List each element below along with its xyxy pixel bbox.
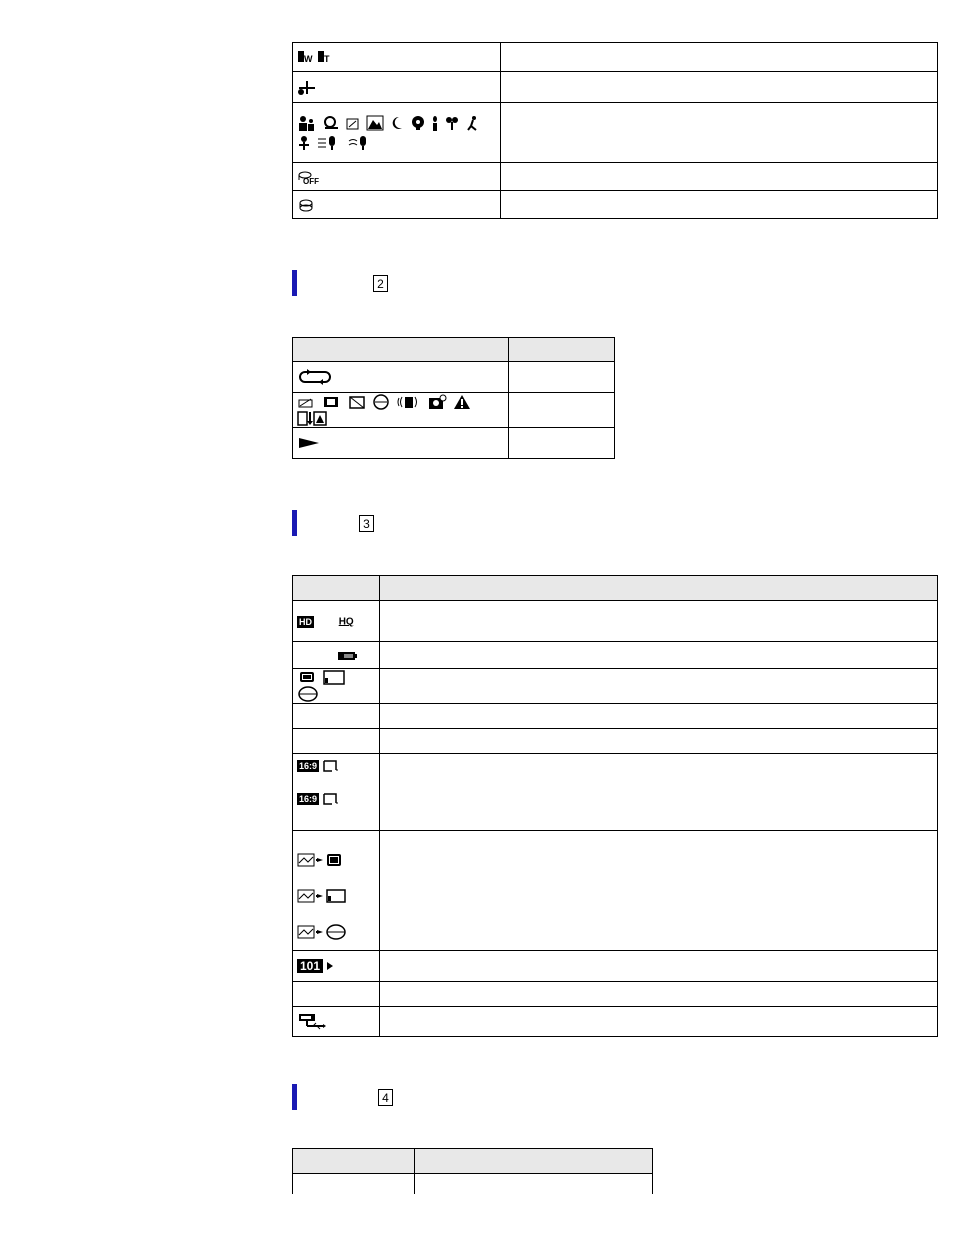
table-cell xyxy=(293,43,501,72)
table-cell xyxy=(380,831,938,951)
memory-warning-icon xyxy=(321,394,341,410)
play-icon xyxy=(297,436,321,450)
table-row xyxy=(293,72,938,103)
table-cell xyxy=(293,601,380,642)
table-cell xyxy=(380,729,938,754)
table-cell xyxy=(509,428,615,459)
table-cell xyxy=(293,1007,380,1037)
play-small-icon xyxy=(326,961,334,971)
table-header xyxy=(380,576,938,601)
indicator-table-4 xyxy=(292,1148,653,1194)
table-row xyxy=(293,163,938,191)
disc-warning-icon xyxy=(372,394,390,410)
table-cell xyxy=(380,982,938,1007)
night-scene-icon xyxy=(390,115,404,131)
table-row xyxy=(293,951,938,982)
table-header xyxy=(293,1149,415,1174)
table-cell xyxy=(380,951,938,982)
svg-text:OFF: OFF xyxy=(303,176,319,185)
table-cell xyxy=(380,704,938,729)
internal-memory-icon xyxy=(297,669,317,685)
table-cell xyxy=(293,191,501,219)
table-cell xyxy=(293,428,509,459)
table-cell xyxy=(293,982,380,1007)
section-bar xyxy=(292,510,297,536)
section-number: 3 xyxy=(359,515,374,532)
copy-to-memory-card-icon xyxy=(297,887,351,905)
table-row xyxy=(293,103,938,163)
table-cell xyxy=(501,43,938,72)
table-cell xyxy=(293,669,380,704)
repeat-icon xyxy=(297,368,333,386)
table-header-row xyxy=(293,576,938,601)
aspect-row-1 xyxy=(297,758,375,773)
table-cell xyxy=(415,1174,653,1194)
table-row xyxy=(293,601,938,642)
aspect-ratio-badge: 16:9 xyxy=(299,760,318,771)
svg-text:T: T xyxy=(324,54,330,65)
table-row xyxy=(293,362,615,393)
wind-mic-2-icon xyxy=(348,135,372,151)
copy-to-memory-row xyxy=(297,851,375,869)
aspect-row-2 xyxy=(297,791,375,806)
table-row xyxy=(293,982,938,1007)
camera-warning-icon xyxy=(427,394,447,410)
image-size-icon xyxy=(322,759,340,773)
table-header-row xyxy=(293,338,615,362)
table-header xyxy=(293,338,509,362)
table-row xyxy=(293,831,938,951)
table-row xyxy=(293,1007,938,1037)
battery-warning-icon xyxy=(297,395,315,409)
cross-icon xyxy=(297,79,317,95)
white-balance-icon xyxy=(297,50,337,64)
table-cell xyxy=(380,1007,938,1037)
section-2-header xyxy=(292,270,412,296)
table-row xyxy=(293,729,938,754)
indicator-table-3 xyxy=(292,575,938,1037)
table-cell xyxy=(501,191,938,219)
scene-icons-row-2 xyxy=(297,135,496,151)
sunset-scene-icon xyxy=(323,115,339,131)
table-row xyxy=(293,1174,653,1194)
table-row xyxy=(293,704,938,729)
indicator-table-1 xyxy=(292,42,938,219)
table-row xyxy=(293,393,615,428)
hd-quality-badge: HD xyxy=(299,616,312,627)
shake-warning-icon xyxy=(396,394,420,410)
table-cell xyxy=(293,362,509,393)
section-number: 2 xyxy=(373,275,388,292)
table-cell xyxy=(293,754,380,831)
table-cell xyxy=(509,362,615,393)
wind-mic-icon xyxy=(317,135,341,151)
landscape-scene-icon xyxy=(366,115,384,131)
spotlight-icon xyxy=(411,115,425,131)
card-transfer-icon xyxy=(297,410,327,426)
table-header xyxy=(293,576,380,601)
section-bar xyxy=(292,270,297,296)
table-cell xyxy=(293,393,509,428)
table-cell xyxy=(293,103,501,163)
table-cell xyxy=(293,729,380,754)
portrait-scene-icon xyxy=(297,115,317,131)
table-cell xyxy=(293,642,380,669)
hq-quality-badge: HQ xyxy=(338,616,354,628)
hard-disk-icon xyxy=(297,685,319,703)
table-cell xyxy=(293,704,380,729)
table-row xyxy=(293,191,938,219)
table-row xyxy=(293,642,938,669)
table-header xyxy=(509,338,615,362)
battery-icon xyxy=(336,650,358,662)
card-warning-icon xyxy=(348,394,366,410)
image-size-icon xyxy=(322,792,340,806)
beach-icon xyxy=(297,135,311,151)
table-cell xyxy=(380,754,938,831)
table-cell xyxy=(501,163,938,191)
copy-to-card-row xyxy=(297,887,375,905)
macro-flower-icon xyxy=(445,115,459,131)
candle-icon xyxy=(431,115,439,131)
section-4-header xyxy=(292,1084,412,1110)
table-cell xyxy=(293,1174,415,1194)
table-header-row xyxy=(293,1149,653,1174)
scene-icons-row-1 xyxy=(297,115,496,131)
table-cell xyxy=(501,72,938,103)
backlight-icon xyxy=(346,116,360,130)
table-cell xyxy=(293,951,380,982)
table-row xyxy=(293,428,615,459)
table-cell xyxy=(380,669,938,704)
sports-icon xyxy=(466,115,480,131)
table-cell xyxy=(293,831,380,951)
alert-icon xyxy=(453,394,471,410)
memory-card-icon xyxy=(323,669,345,685)
table-row xyxy=(293,754,938,831)
table-cell xyxy=(293,163,501,191)
table-row xyxy=(293,669,938,704)
table-cell xyxy=(380,642,938,669)
table-cell xyxy=(509,393,615,428)
copy-to-disk-row xyxy=(297,923,375,941)
folder-number-badge: 101 xyxy=(297,959,323,973)
section-bar xyxy=(292,1084,297,1110)
table-header xyxy=(415,1149,653,1174)
aspect-ratio-badge: 16:9 xyxy=(299,793,318,804)
copy-to-hard-disk-icon xyxy=(297,923,351,941)
table-cell xyxy=(380,601,938,642)
usb-connection-icon xyxy=(297,1012,327,1032)
table-row xyxy=(293,43,938,72)
svg-text:W: W xyxy=(304,54,313,65)
table-cell xyxy=(501,103,938,163)
copy-to-internal-memory-icon xyxy=(297,851,351,869)
section-3-header xyxy=(292,510,412,536)
indicator-table-2 xyxy=(292,337,615,459)
table-cell xyxy=(293,72,501,103)
section-number: 4 xyxy=(378,1089,393,1106)
disc-off-icon xyxy=(297,169,327,185)
disc-icon xyxy=(297,197,315,213)
